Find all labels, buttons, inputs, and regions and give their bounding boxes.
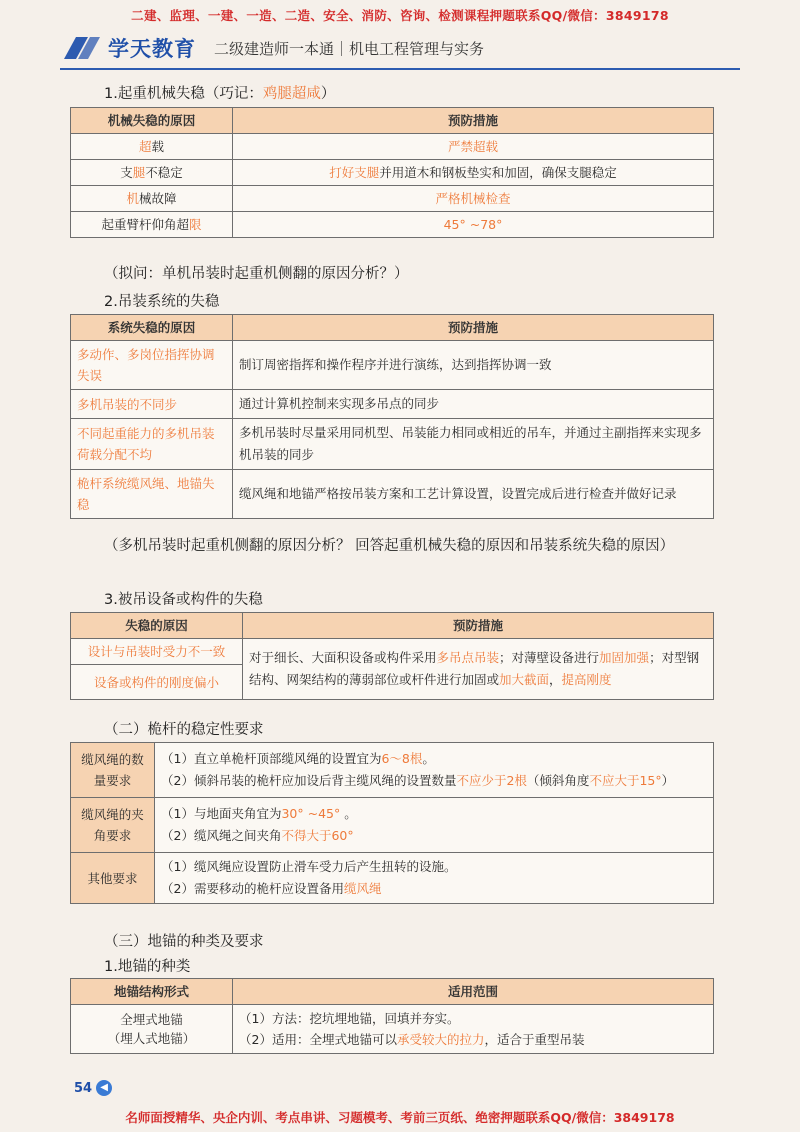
highlight-text: 严格机械检查 xyxy=(435,191,511,206)
table-row xyxy=(71,743,714,798)
body-text: （1）直立单桅杆顶部缆风绳的设置宜为 xyxy=(161,751,382,766)
body-text: ；对型钢结构、网架结构的薄弱部位或杆件进行加固或 xyxy=(249,650,700,687)
body-text: ，适合于重型吊装 xyxy=(484,1032,585,1047)
section1-mnemonic: 鸡腿超咸 xyxy=(262,86,321,102)
table-cell-cause: 设备或构件的刚度偏小 xyxy=(71,665,243,700)
requirement-line xyxy=(161,803,707,825)
section4-heading: （二）桅杆的稳定性要求 xyxy=(104,722,264,738)
highlight-text: 超 xyxy=(138,139,152,154)
col-header-cause: 系统失稳的原因 xyxy=(71,315,233,341)
highlight-text: 不得大于60° xyxy=(281,828,354,843)
body-text: （1）方法：挖坑埋地锚，回填并夯实。 xyxy=(239,1011,460,1026)
body-text: ， xyxy=(549,672,562,687)
highlight-text: 限 xyxy=(189,217,202,232)
table-row xyxy=(71,798,714,853)
anchor-type-name: 全埋式地锚 xyxy=(120,1012,183,1027)
requirement-content xyxy=(155,853,714,904)
lifted-object-table xyxy=(70,612,714,700)
highlight-text: 多吊点吊装 xyxy=(436,650,500,665)
mast-stability-table xyxy=(70,742,714,904)
page-arrow-icon: ◀ xyxy=(96,1080,112,1096)
table-row xyxy=(71,853,714,904)
body-text: ；对薄壁设备进行 xyxy=(499,650,600,665)
table-row xyxy=(71,341,714,390)
top-banner: 二建、监理、一建、一造、二造、安全、消防、咨询、检测课程押题联系QQ/微信：3849178 xyxy=(131,8,669,23)
table-row xyxy=(71,186,714,212)
table-cell-cause xyxy=(71,160,233,186)
section2-heading: 2.吊装系统的失稳 xyxy=(104,294,220,310)
requirement-line xyxy=(161,770,707,792)
section1-heading-close: ） xyxy=(320,86,336,102)
table-cell-measure: 缆风绳和地锚严格按吊装方案和工艺计算设置，设置完成后进行检查并做好记录 xyxy=(233,470,714,519)
body-text: 不稳定 xyxy=(145,165,183,180)
body-text: 械故障 xyxy=(139,191,177,206)
table-cell-measure: 制订周密指挥和操作程序并进行演练，达到指挥协调一致 xyxy=(233,341,714,390)
body-text: （2）需要移动的桅杆应设置备用 xyxy=(161,881,344,896)
header-rule xyxy=(60,68,740,70)
highlight-text: 提高刚度 xyxy=(561,672,612,687)
highlight-text: 腿 xyxy=(132,165,146,180)
page-number: 54 xyxy=(74,1080,93,1096)
body-text: （2）倾斜吊装的桅杆应加设后背主缆风绳的设置数量 xyxy=(161,773,457,788)
brand-logo-icon xyxy=(62,33,102,63)
table-cell-cause xyxy=(71,134,233,160)
col-header-cause: 失稳的原因 xyxy=(71,613,243,639)
highlight-text: 加固加强 xyxy=(599,650,650,665)
requirement-line xyxy=(161,878,707,900)
anchor-type-alias: （埋人式地锚） xyxy=(107,1031,196,1046)
table-row xyxy=(71,419,714,470)
body-text: 载 xyxy=(151,139,165,154)
table-cell-measure: 多机吊装时尽量采用同机型、吊装能力相同或相近的吊车，并通过主副指挥来实现多机吊装的同步 xyxy=(233,419,714,470)
table-cell-cause: 多机吊装的不同步 xyxy=(71,390,233,419)
table-cell-measure xyxy=(243,639,714,700)
table-cell-cause xyxy=(71,186,233,212)
brand-name: 学天教育 xyxy=(108,37,196,61)
highlight-text: 不应少于2根 xyxy=(456,773,527,788)
requirement-content xyxy=(155,798,714,853)
anchor-type-table xyxy=(70,978,714,1054)
requirement-label: 缆风绳的数量要求 xyxy=(71,743,155,798)
section5-subheading: 1.地锚的种类 xyxy=(104,959,191,975)
section1-heading xyxy=(104,82,335,103)
page-footer xyxy=(74,1080,112,1096)
highlight-text: 45° ~78° xyxy=(443,217,503,232)
hoisting-system-table xyxy=(70,314,714,519)
scope-line xyxy=(239,1008,707,1029)
body-text: 并用道木和钢板垫实和加固，确保支腿稳定 xyxy=(379,165,617,180)
table-cell-cause xyxy=(71,212,233,238)
highlight-text: 加大截面 xyxy=(499,672,550,687)
body-text: （1）与地面夹角宜为 xyxy=(161,806,282,821)
table-cell-anchor-type xyxy=(71,1005,233,1054)
section1-note: （拟问：单机吊装时起重机侧翻的原因分析？） xyxy=(104,266,409,282)
table-row xyxy=(71,160,714,186)
section1-heading-text: 1.起重机械失稳（巧记： xyxy=(104,86,263,102)
table-cell-cause: 不同起重能力的多机吊装荷载分配不均 xyxy=(71,419,233,470)
body-text: （1）缆风绳应设置防止滑车受力后产生扭转的设施。 xyxy=(161,859,457,874)
table-cell-cause: 桅杆系统缆风绳、地锚失稳 xyxy=(71,470,233,519)
brand-header xyxy=(62,30,484,66)
highlight-text: 缆风绳 xyxy=(343,881,382,896)
table-cell-measure: 通过计算机控制来实现多吊点的同步 xyxy=(233,390,714,419)
body-text: （倾斜角度 xyxy=(526,773,590,788)
table-cell-measure xyxy=(233,160,714,186)
col-header-measure: 预防措施 xyxy=(243,613,714,639)
col-header-cause: 机械失稳的原因 xyxy=(71,108,233,134)
highlight-text: 机 xyxy=(126,191,139,206)
highlight-text: 承受较大的拉力 xyxy=(396,1032,485,1047)
body-text: 。 xyxy=(422,751,435,766)
table-cell-measure xyxy=(233,186,714,212)
table-cell-cause: 多动作、多岗位指挥协调失误 xyxy=(71,341,233,390)
table-row xyxy=(71,212,714,238)
highlight-text: 30° ~45° xyxy=(281,806,341,821)
table-cell-cause: 设计与吊装时受力不一致 xyxy=(71,639,243,665)
requirement-line xyxy=(161,825,707,847)
col-header-scope: 适用范围 xyxy=(233,979,714,1005)
section5-heading: （三）地锚的种类及要求 xyxy=(104,934,264,950)
requirement-label: 缆风绳的夹角要求 xyxy=(71,798,155,853)
bottom-banner: 名师面授精华、央企内训、考点串讲、习题模考、考前三页纸、绝密押题联系QQ/微信：3849178 xyxy=(125,1110,675,1125)
table-row xyxy=(71,134,714,160)
highlight-text: 严禁超载 xyxy=(447,139,498,154)
highlight-text: 打好支腿 xyxy=(329,165,380,180)
scope-line xyxy=(239,1029,707,1050)
body-text: （2）适用：全埋式地锚可以 xyxy=(239,1032,397,1047)
crane-instability-table xyxy=(70,107,714,238)
requirement-label: 其他要求 xyxy=(71,853,155,904)
table-cell-measure xyxy=(233,134,714,160)
table-row xyxy=(71,390,714,419)
table-row xyxy=(71,470,714,519)
book-subtitle: 二级建造师一本通｜机电工程管理与实务 xyxy=(214,39,485,58)
table-cell-scope xyxy=(233,1005,714,1054)
section2-note: （多机吊装时起重机侧翻的原因分析？ 回答起重机械失稳的原因和吊装系统失稳的原因） xyxy=(104,538,675,554)
body-text: 支 xyxy=(120,165,133,180)
body-text: （2）缆风绳之间夹角 xyxy=(161,828,282,843)
highlight-text: 6～8根 xyxy=(381,751,423,766)
requirement-line xyxy=(161,856,707,878)
requirement-line xyxy=(161,748,707,770)
col-header-measure: 预防措施 xyxy=(233,108,714,134)
section3-heading: 3.被吊设备或构件的失稳 xyxy=(104,592,263,608)
requirement-content xyxy=(155,743,714,798)
col-header-anchor-type: 地锚结构形式 xyxy=(71,979,233,1005)
body-text: 起重臂杆仰角超 xyxy=(101,217,189,232)
highlight-text: 不应大于15° xyxy=(589,773,662,788)
col-header-measure: 预防措施 xyxy=(233,315,714,341)
body-text: ） xyxy=(661,773,675,788)
body-text: 对于细长、大面积设备或构件采用 xyxy=(249,650,437,665)
body-text: 。 xyxy=(340,806,357,821)
table-cell-measure xyxy=(233,212,714,238)
